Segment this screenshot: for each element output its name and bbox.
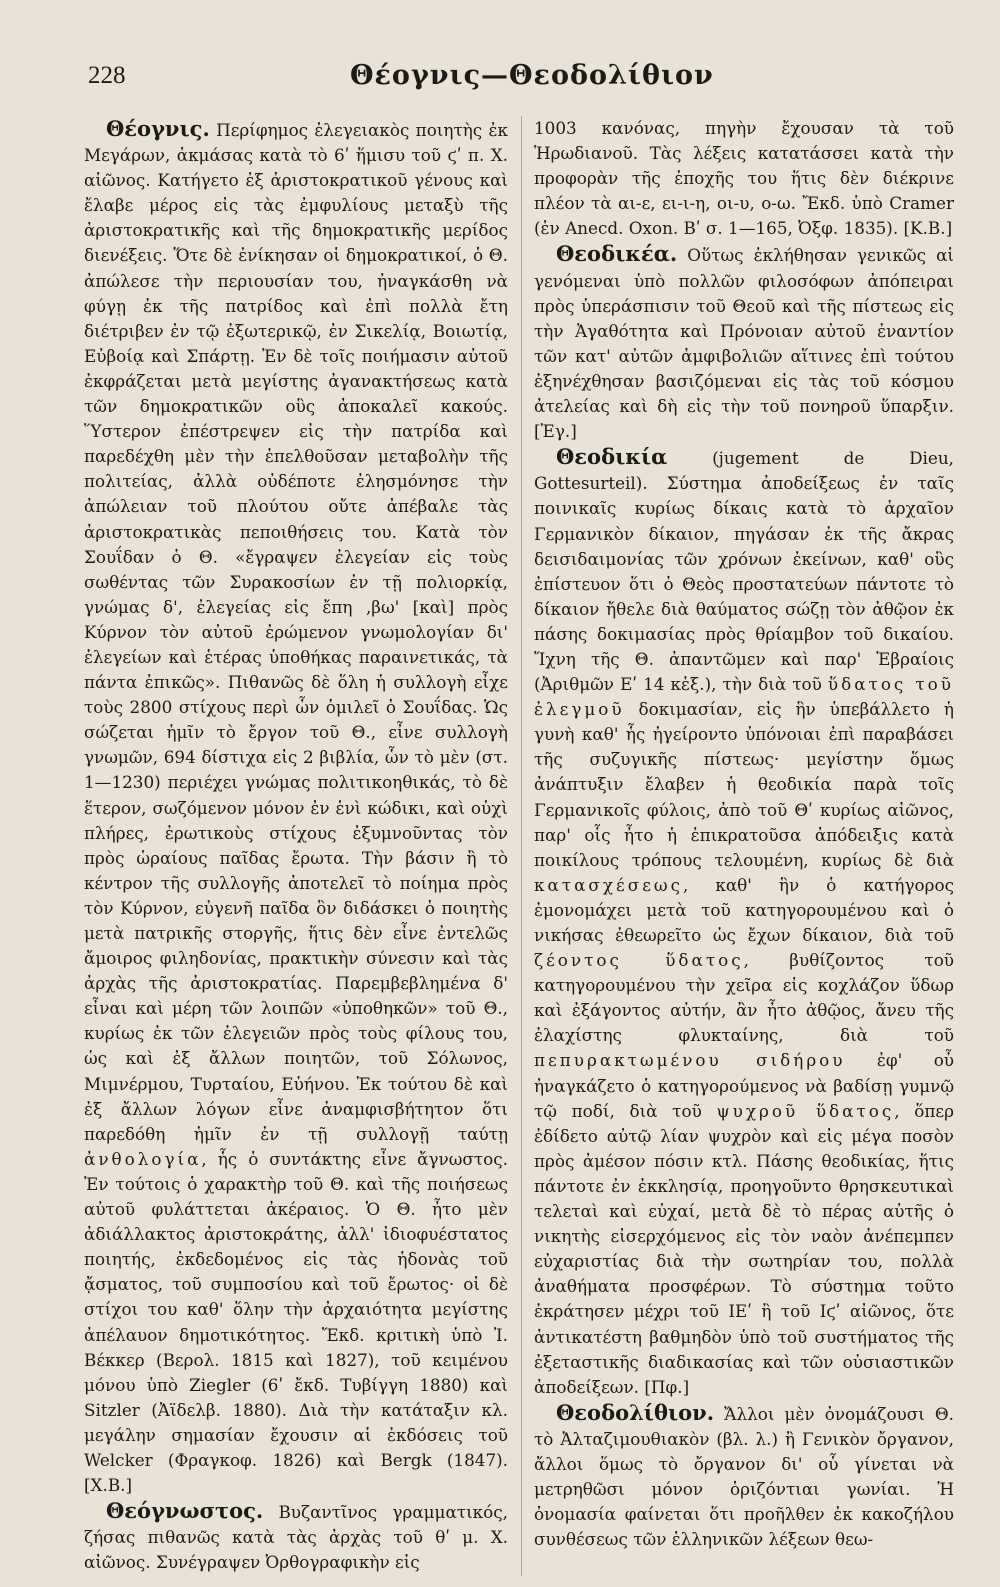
right-column (534, 116, 954, 1582)
entry-text: (jugement de Dieu, Gottesurteil). Σύστημα ἀποδείξεως ἐν ταῖς ποινικαῖς κυρίως δίκαις κατὰ τὸ ἀρχαῖον Γερμανικὸν δίκαιον, πηγάσαν ἐκ τῆς ἄκρας δεισιδαιμονίας τῶν χρόνων ἐκείνων, καθ' οὓς ἐπίστευον ὅτι ὁ Θεὸς προστατεύων πάντοτε τὸ δίκαιον ἤθελε διὰ θαύματος σώζῃ τὸν ἀθῷον ἐκ πάσης δοκιμασίας πρὸς θρίαμβον τοῦ δικαίου. Ἴχνη τῆς Θ. ἀπαντῶμεν καὶ παρ' Ἑβραίοις (Ἀριθμῶν Εʹ 14 κἑξ.), τὴν διὰ τοῦ (534, 448, 954, 695)
running-head: Θέογνις—Θεοδολίθιον (350, 60, 714, 91)
entry-headword: Θεοδικία (556, 444, 668, 470)
page-number: 228 (88, 62, 126, 89)
dictionary-entry (534, 116, 954, 241)
entry-text: , βυθίζοντος τοῦ κατηγορουμένου τὴν χεῖρα εἰς κοχλάζον ὕδωρ καὶ ἐξάγοντος αὐτήν, ἂν ἦτο ἀθῷος, ἄνευ τῆς ἐλαχίστης φλυκταίνης, διὰ τοῦ (534, 950, 954, 1046)
entry-text: Βυζαντῖνος γραμματικός, ζήσας πιθανῶς κατὰ τὰς ἀρχὰς τοῦ θʹ μ. Χ. αἰῶνος. Συνέγραψεν Ὀρθογραφικὴν εἰς (84, 1502, 508, 1573)
column-divider (521, 116, 522, 1576)
entry-text: Ἄλλοι μὲν ὀνομάζουσι Θ. τὸ Ἀλταζιμουθιακὸν (βλ. λ.) ἢ Γενικὸν ὄργανον, ἄλλοι ὅμως τὸ ὄργανον δι' οὗ γίνεται νὰ μετρηθῶσι μόνον ὁριζόντιαι γωνίαι. Ἡ ὀνομασία φαίνεται ὅτι προῆλθεν ἐκ κακοζήλου συνθέσεως τῶν ἑλληνικῶν λέξεων θεω- (534, 1403, 954, 1550)
entry-headword: Θέογνις. (106, 116, 210, 141)
spaced-emphasis: κατασχέσεως (534, 874, 683, 895)
spaced-emphasis: ὕδατος τοῦ ἐλεγμοῦ (534, 674, 954, 720)
spaced-emphasis: ζέοντος ὕδατος (534, 950, 744, 971)
entry-headword: Θεόγνωστος. (106, 1498, 264, 1524)
dictionary-entry (84, 1498, 508, 1575)
dictionary-entry (534, 444, 954, 1400)
spaced-emphasis: ἀνθολογία (84, 1148, 202, 1169)
entry-text: , καθ' ἣν ὁ κατήγορος ἐμονομάχει μετὰ τοῦ κατηγορουμένου καὶ ὁ νικήσας ἐθεωρεῖτο ὡς ἔχων δίκαιον, διὰ τοῦ (534, 874, 954, 945)
dictionary-entry (534, 241, 954, 444)
entry-text: Περίφημος ἐλεγειακὸς ποιητὴς ἐκ Μεγάρων, ἀκμάσας κατὰ τὸ 6ʹ ἥμισυ τοῦ ϛʹ π. Χ. αἰῶνος. Κατήγετο ἐξ ἀριστοκρατικοῦ γένους καὶ ἔλαβε μέρος εἰς τὰς ἐμφυλίους μεταξὺ τῆς ἀριστοκρατικῆς καὶ τῆς δημοκρατικῆς μερίδος διενέξεις. Ὅτε δὲ ἐνίκησαν οἱ δημοκρατικοί, ὁ Θ. ἀπώλεσε τὴν περιουσίαν του, ἠναγκάσθη νὰ φύγῃ ἐκ τῆς πατρίδος καὶ ἐπὶ πολλὰ ἔτη διέτριβεν ἐν τῷ ἐξωτερικῷ, ἐν Σικελίᾳ, Βοιωτίᾳ, Εὐβοίᾳ καὶ Σπάρτῃ. Ἐν δὲ τοῖς ποιήμασιν αὐτοῦ ἐκφράζεται μετὰ μεγίστης ἀγανακτήσεως κατὰ τῶν δημοκρατικῶν οὓς ἀποκαλεῖ κακούς. Ὕστερον ἐπέστρεψεν εἰς τὴν πατρίδα καὶ παρεδέχθη μὲν τὴν ἐπελθοῦσαν μεταβολὴν τῆς πολιτείας, ἀλλὰ οὐδέποτε ἐλησμόνησε τὴν ἀπώλειαν τοῦ πλούτου οὔτε ἀπέβαλε τὰς ἀριστοκρατικὰς πεποιθήσεις του. Κατὰ τὸν Σουΐδαν ὁ Θ. «ἔγραψεν ἐλεγείαν εἰς τοὺς σωθέντας τῶν Συρακοσίων ἐν τῇ πολιορκίᾳ, γνώμας δ', ἐλεγείας εἰς ἔπη ‚βω' [καὶ] πρὸς Κύρνον τὸν αὐτοῦ ἐρώμενον γνωμολογίαν δι' ἐλεγείων καὶ ἑτέρας ὑποθήκας παραινετικάς, τὰ πάντα ἐπικῶς». Πιθανῶς δὲ ὅλη ἡ συλλογὴ εἶχε τοὺς 2800 στίχους περὶ ὧν ὁμιλεῖ ὁ Σουΐδας. Ὡς σώζεται ἡμῖν τὸ ἔργον τοῦ Θ., εἶνε συλλογὴ γνωμῶν, 694 δίστιχα εἰς 2 βιβλία, ὧν τὸ μὲν (στ. 1—1230) περιέχει γνώμας πολιτικοηθικάς, τὸ δὲ ἕτερον, σωζόμενον μόνον ἐν ἑνὶ κώδικι, καὶ οὐχὶ πλήρες, ἐρωτικοὺς στίχους ἐξυμνοῦντας τὸν πρὸς ὡραίους παῖδας ἔρωτα. Τὴν βάσιν ἢ τὸ κέντρον τῆς συλλογῆς ἀποτελεῖ τὸ ποίημα πρὸς τὸν Κύρνον, εὐγενῆ παῖδα ὃν διδάσκει ὁ ποιητὴς μετὰ πατρικῆς στοργῆς, ἥτις δὲν εἶνε ἐντελῶς ἄμοιρος φιληδονίας, πρακτικὴν σύνεσιν καὶ τὰς ἀρχὰς τῆς ἀριστοκρατίας. Παρεμβεβλημένα δ' εἶναι καὶ μέρη τῶν λοιπῶν «ὑποθηκῶν» τοῦ Θ., κυρίως ἐκ τῶν ἐλεγειῶν πρὸς τοὺς φίλους του, ὡς καὶ ἐξ ἄλλων ποιητῶν, τοῦ Σόλωνος, Μιμνέρμου, Τυρταίου, Εὐήνου. Ἐκ τούτου δὲ καὶ ἐξ ἄλλων λόγων εἶνε ἀναμφισβήτητον ὅτι παρεδόθη ἡμῖν ἐν τῇ συλλογῇ ταύτῃ (84, 120, 508, 1144)
left-column (84, 116, 508, 1582)
entry-headword: Θεοδολίθιον. (556, 1399, 715, 1425)
spaced-emphasis: ψυχροῦ ὕδατος (716, 1100, 895, 1121)
entry-text: , ὅπερ ἐδίδετο αὐτῷ λίαν ψυχρὸν καὶ εἰς μέγα ποσὸν πρὸς ἀμέσον πόσιν κτλ. Πάσης θεοδικίας, ἥτις πάντοτε ἐν ἐκκλησίᾳ, προηγοῦντο θρησκευτικαὶ τελεταὶ καὶ εὐχαί, μετὰ δὲ τὸ πέρας αὐτῆς ὁ νικητὴς εἰσερχόμενος εἰς τὸν ναὸν ἀνέπεμπεν εὐχαριστίας διὰ τὴν σωτηρίαν του, πολλὰ ἀναθήματα προσφέρων. Τὸ σύστημα τοῦτο ἐκράτησεν μέχρι τοῦ ΙΕʹ ἢ τοῦ Ιϛʹ αἰῶνος, ὅτε ἀντικατέστη βαθμηδὸν ὑπὸ τοῦ συστήματος τῆς ἐξεταστικῆς διαδικασίας καὶ τῶν οὐσιαστικῶν ἀποδείξεων. [Πφ.] (534, 1100, 954, 1397)
entry-headword: Θεοδικέα. (556, 241, 678, 267)
dictionary-entry (534, 1400, 954, 1553)
entry-text: ἐφ' οὗ ἠναγκάζετο ὁ κατηγορούμενος νὰ βαδίσῃ γυμνῷ τῷ ποδί, διὰ τοῦ (534, 1050, 954, 1121)
entry-text: Οὕτως ἐκλήθησαν γενικῶς αἱ γενόμεναι ὑπὸ πολλῶν φιλοσόφων ἀπόπειραι πρὸς ὑπεράσπισιν τοῦ Θεοῦ καὶ τῆς πίστεως εἰς τὴν Ἀγαθότητα καὶ Πρόνοιαν αὐτοῦ ἐναντίον τῶν κατ' αὐτῶν ἀμφιβολιῶν αἵτινες ἐπὶ τούτου ἐξηνέχθησαν βασιζόμεναι εἰς τὰς τοῦ κόσμου ἀτελείας καὶ δὴ εἰς τὴν τοῦ πονηροῦ ὕπαρξιν. [Ἐγ.] (534, 245, 954, 442)
entry-text: δοκιμασίαν, εἰς ἣν ὑπεβάλλετο ἡ γυνὴ καθ' ἧς ἠγείροντο ὑπόνοιαι ἐπὶ παραβάσει τῆς συζυγικῆς πίστεως· μεγίστην ὅμως ἀνάπτυξιν ἔλαβεν ἡ θεοδικία παρὰ τοῖς Γερμανικοῖς φύλοις, ἀπὸ τοῦ Θʹ κυρίως αἰῶνος, παρ' οἷς ἦτο ἡ ἐπικρατοῦσα ἀπόδειξις κατὰ ποικίλους τρόπους τελουμένη, κυρίως δὲ διὰ (534, 699, 954, 870)
dictionary-entry (84, 116, 508, 1498)
spaced-emphasis: πεπυρακτωμένου σιδήρου (534, 1050, 846, 1071)
entry-text: , ἧς ὁ συντάκτης εἶνε ἄγνωστος. Ἐν τούτοις ὁ χαρακτὴρ τοῦ Θ. καὶ τῆς ποιήσεως αὐτοῦ φυλάττεται ἀκέραιος. Ὁ Θ. ἦτο μὲν ἀδιάλλακτος ἀριστοκράτης, ἀλλ' ἰδιοφυέστατος ποιητής, ἐκδεδομένος εἰς τὰς ἡδονὰς τοῦ ᾄσματος, τοῦ συμποσίου καὶ τοῦ ἔρωτος· οἱ δὲ στίχοι του καθ' ὅλην τὴν ἀρχαιότητα μεγίστης ἀπέλαυον δημοτικότητος. Ἔκδ. κριτικὴ ὑπὸ Ἰ. Βέκκερ (Βερολ. 1815 καὶ 1827), τοῦ κειμένου μόνου ὑπὸ Ziegler (6ʹ ἔκδ. Τυβίγγη 1880) καὶ Sitzler (Ἀϊδελβ. 1880). Διὰ τὴν κατάταξιν κλ. μεγάλην σημασίαν ἔχουσιν αἱ ἐκδόσεις τοῦ Welcker (Φραγκοφ. 1826) καὶ Bergk (1847). [Χ.Β.] (84, 1148, 508, 1496)
entry-text: 1003 κανόνας, πηγὴν ἔχουσαν τὰ τοῦ Ἡρωδιανοῦ. Τὰς λέξεις κατατάσσει κατὰ τὴν προφορὰν τῆς ἐποχῆς του ἥτις δὲν διέκρινε πλέον τὰ αι-ε, ει-ι-η, οι-υ, ο-ω. Ἔκδ. ὑπὸ Cramer (ἐν Anecd. Oxon. Βʹ σ. 1—165, Ὀξφ. 1835). [Κ.Β.] (534, 118, 954, 239)
